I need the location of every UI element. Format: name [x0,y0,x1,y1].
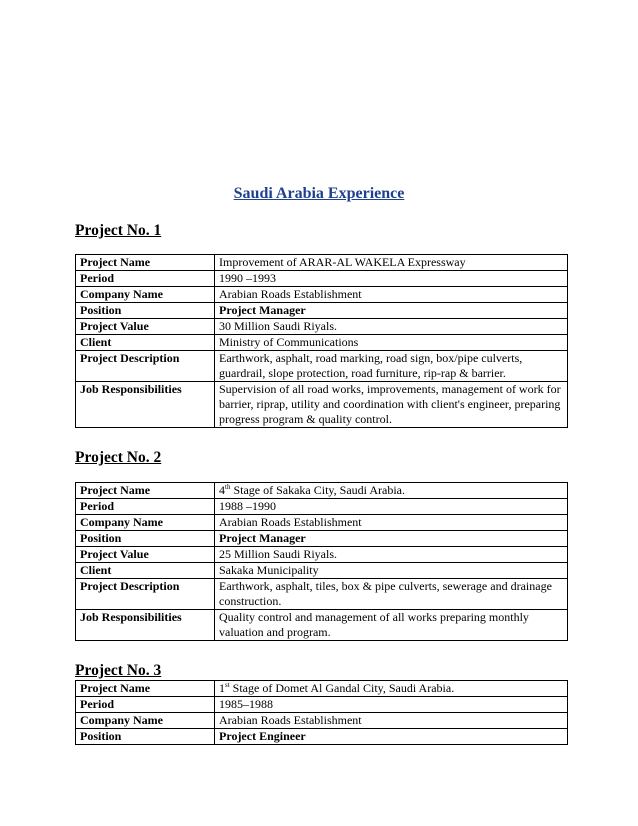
table-row [76,335,568,351]
row-value: Arabian Roads Establishment [215,713,568,729]
table-row [76,579,568,610]
row-value: 1985–1988 [215,697,568,713]
table-row [76,547,568,563]
row-value: Earthwork, asphalt, tiles, box & pipe culverts, sewerage and drainage construction. [215,579,568,610]
row-key: Job Responsibilities [76,610,215,641]
ordinal-suffix: th [225,483,231,491]
table-row [76,483,568,499]
row-key: Position [76,303,215,319]
table-row [76,499,568,515]
row-value [215,681,568,697]
row-value: Earthwork, asphalt, road marking, road sign, box/pipe culverts, guardrail, slope protection, road furniture, rip-rap & barrier. [215,351,568,382]
row-value-text: Stage of Domet Al Gandal City, Saudi Arabia. [229,681,455,695]
row-key: Company Name [76,515,215,531]
row-value: Ministry of Communications [215,335,568,351]
row-value: Supervision of all road works, improvements, management of work for barrier, riprap, utility and coordination with client's engineer, preparing progress program & quality control. [215,382,568,428]
table-row [76,713,568,729]
row-value: 25 Million Saudi Riyals. [215,547,568,563]
row-key: Period [76,271,215,287]
row-value: Improvement of ARAR-AL WAKELA Expressway [215,255,568,271]
row-key: Project Name [76,681,215,697]
row-key: Company Name [76,287,215,303]
table-row [76,351,568,382]
row-value-text: Stage of Sakaka City, Saudi Arabia. [230,483,405,497]
table-row [76,255,568,271]
table-row [76,531,568,547]
row-key: Period [76,697,215,713]
row-key: Project Description [76,351,215,382]
project-table [75,482,568,641]
row-value: Arabian Roads Establishment [215,287,568,303]
row-value: 30 Million Saudi Riyals. [215,319,568,335]
project-heading: Project No. 2 [75,449,162,466]
row-key: Client [76,335,215,351]
row-value: Arabian Roads Establishment [215,515,568,531]
table-row [76,563,568,579]
ordinal-number: 4 [219,483,225,497]
row-key: Project Description [76,579,215,610]
table-row [76,697,568,713]
table-row [76,515,568,531]
row-value [215,483,568,499]
table-row [76,287,568,303]
table-row [76,319,568,335]
table-row [76,271,568,287]
row-value: 1988 –1990 [215,499,568,515]
ordinal-number: 1 [219,681,225,695]
table-row [76,729,568,745]
project-table [75,254,568,428]
row-value: Project Manager [215,531,568,547]
table-row [76,303,568,319]
row-key: Position [76,729,215,745]
table-row [76,382,568,428]
row-value: Quality control and management of all works preparing monthly valuation and program. [215,610,568,641]
project-heading: Project No. 1 [75,222,162,239]
row-value: Project Manager [215,303,568,319]
row-key: Project Name [76,483,215,499]
row-key: Project Value [76,319,215,335]
project-table [75,680,568,745]
row-key: Client [76,563,215,579]
row-value: Project Engineer [215,729,568,745]
ordinal-suffix: st [225,681,230,689]
page-title: Saudi Arabia Experience [233,185,405,202]
row-key: Company Name [76,713,215,729]
row-key: Project Name [76,255,215,271]
row-key: Position [76,531,215,547]
table-row [76,681,568,697]
row-key: Project Value [76,547,215,563]
row-key: Period [76,499,215,515]
row-value: Sakaka Municipality [215,563,568,579]
row-key: Job Responsibilities [76,382,215,428]
project-heading: Project No. 3 [75,662,162,679]
row-value: 1990 –1993 [215,271,568,287]
table-row [76,610,568,641]
